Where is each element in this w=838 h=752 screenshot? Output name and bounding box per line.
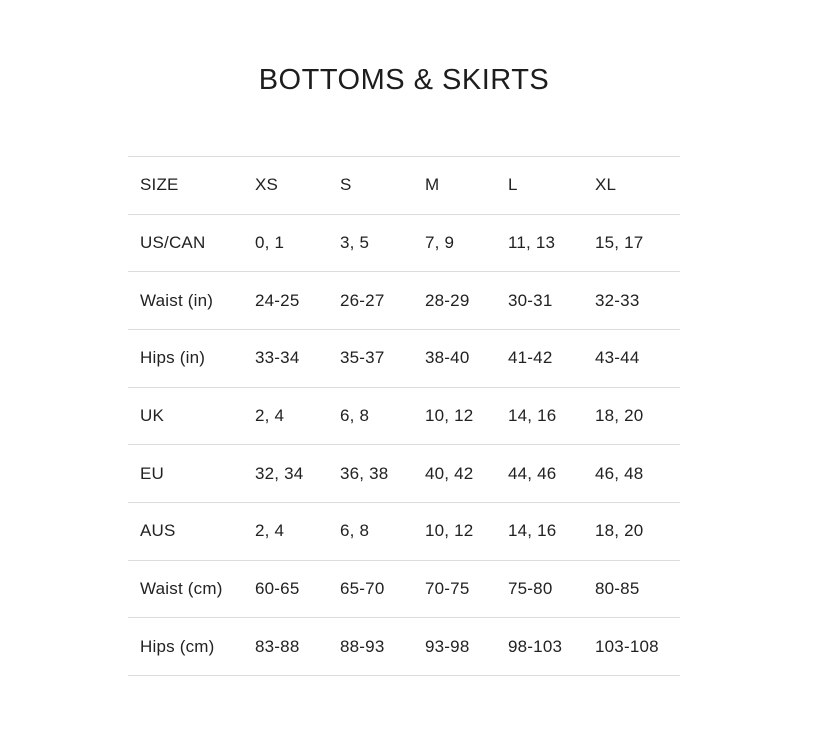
page-title: BOTTOMS & SKIRTS [258,64,550,96]
cell: 10, 12 [425,521,474,541]
cell: 43-44 [595,348,640,368]
cell: 40, 42 [425,463,474,483]
column-header-m: M [425,175,440,195]
cell: 46, 48 [595,463,644,483]
cell: 32, 34 [255,463,304,483]
row-label: US/CAN [140,232,206,252]
column-header-xl: XL [595,175,617,195]
cell: 65-70 [340,578,385,598]
cell: 2, 4 [255,521,285,541]
cell: 10, 12 [425,405,474,425]
cell: 41-42 [508,348,553,368]
cell: 44, 46 [508,463,557,483]
cell: 103-108 [595,636,659,656]
cell: 88-93 [340,636,385,656]
cell: 2, 4 [255,405,285,425]
cell: 18, 20 [595,405,644,425]
cell: 24-25 [255,290,300,310]
table-row [128,560,680,618]
cell: 26-27 [340,290,385,310]
table-row [128,329,680,387]
cell: 70-75 [425,578,470,598]
cell: 6, 8 [340,405,370,425]
table-row [128,387,680,445]
cell: 36, 38 [340,463,389,483]
cell: 80-85 [595,578,640,598]
row-label: Hips (cm) [140,636,215,656]
cell: 3, 5 [340,232,370,252]
row-label: Waist (in) [140,290,214,310]
table-row [128,272,680,330]
cell: 38-40 [425,348,470,368]
cell: 28-29 [425,290,470,310]
row-label: Waist (cm) [140,578,223,598]
column-header-l: L [508,175,518,195]
table-row [128,214,680,272]
cell: 11, 13 [508,232,556,252]
cell: 18, 20 [595,521,644,541]
row-label: Hips (in) [140,348,206,368]
cell: 6, 8 [340,521,370,541]
cell: 30-31 [508,290,553,310]
cell: 93-98 [425,636,470,656]
cell: 35-37 [340,348,385,368]
cell: 60-65 [255,578,300,598]
cell: 0, 1 [255,232,285,252]
column-header-xs: XS [255,175,279,195]
cell: 7, 9 [425,232,455,252]
cell: 98-103 [508,636,563,656]
cell: 15, 17 [595,232,644,252]
cell: 33-34 [255,348,300,368]
cell: 14, 16 [508,405,557,425]
cell: 14, 16 [508,521,557,541]
row-label: AUS [140,521,176,541]
cell: 32-33 [595,290,640,310]
size-chart-table [128,156,680,676]
cell: 75-80 [508,578,553,598]
row-label: EU [140,463,165,483]
table-row [128,618,680,676]
row-label: UK [140,405,165,425]
table-row [128,445,680,503]
column-header-size: SIZE [140,175,179,195]
table-row [128,502,680,560]
table-header-row [128,157,680,215]
cell: 83-88 [255,636,300,656]
column-header-s: S [340,175,352,195]
